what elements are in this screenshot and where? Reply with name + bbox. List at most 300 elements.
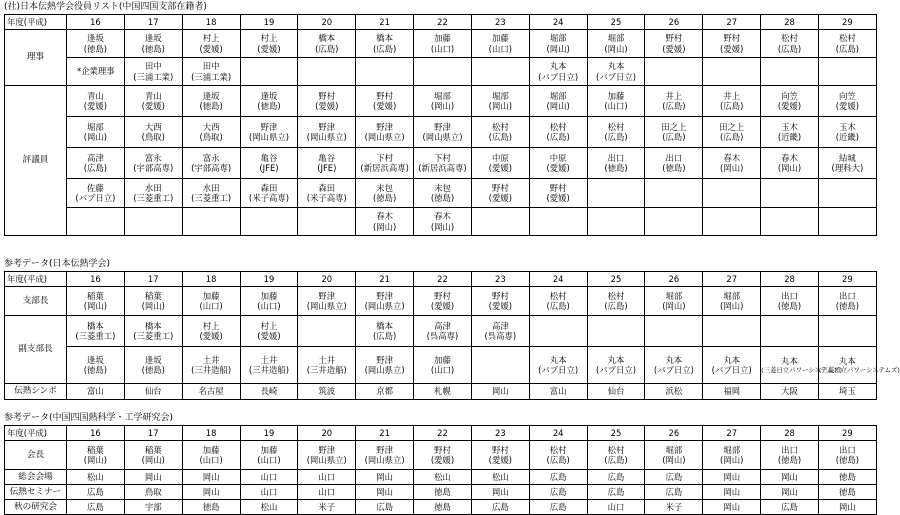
person-affiliation: (バブ日立) — [595, 365, 637, 375]
year-header-cell — [356, 426, 414, 441]
person-affiliation: (徳島) — [835, 455, 860, 465]
person-cell — [124, 441, 182, 470]
person-name: 堀部 — [87, 121, 104, 132]
person-name: 亀谷 — [318, 152, 336, 163]
person-cell — [703, 441, 761, 470]
person-affiliation: (三浦工業) — [133, 71, 174, 82]
year-header-cell — [298, 15, 356, 30]
person-name: 松村 — [781, 33, 798, 44]
person-affiliation: (バブ日立) — [653, 365, 694, 375]
person-affiliation: (米子高専) — [306, 193, 347, 203]
person-affiliation: (岡山) — [720, 301, 744, 311]
person-affiliation: (岡山) — [372, 221, 397, 232]
person-affiliation: (広島) — [835, 43, 860, 54]
person-cell — [471, 30, 529, 58]
person-name: 高津 — [434, 320, 451, 331]
person-cell — [818, 441, 876, 470]
person-affiliation: (鳥取) — [199, 132, 223, 142]
venue-name: 広島 — [549, 486, 567, 497]
person-cell — [645, 86, 703, 117]
person-cell — [124, 58, 182, 86]
person-affiliation: (広島) — [372, 43, 397, 54]
person-cell — [298, 86, 356, 117]
person-name: 野津 — [434, 121, 451, 132]
person-affiliation: (広島) — [662, 101, 686, 111]
venue-cell — [356, 470, 414, 485]
person-cell — [124, 347, 182, 384]
venue-cell — [761, 500, 819, 515]
venue-name: 広島 — [376, 501, 394, 512]
venue-name: 札幌 — [434, 386, 451, 397]
venue-cell — [124, 485, 182, 500]
year-value: 16 — [90, 427, 101, 438]
person-cell — [818, 117, 876, 148]
venue-cell — [182, 500, 240, 515]
year-header-cell — [471, 15, 529, 30]
person-cell — [471, 179, 529, 208]
person-cell — [356, 208, 414, 236]
venue-name: 徳島 — [434, 486, 451, 497]
person-affiliation: (広島) — [546, 301, 570, 311]
person-cell — [529, 117, 587, 148]
person-cell — [182, 316, 240, 347]
year-header-cell — [587, 15, 645, 30]
person-affiliation: (愛媛) — [199, 43, 223, 54]
person-name: 出口 — [839, 444, 856, 455]
person-cell — [818, 316, 876, 347]
person-name: 松村 — [607, 444, 625, 455]
person-name: 田中 — [144, 61, 162, 72]
person-cell — [761, 347, 843, 384]
person-cell — [124, 287, 182, 316]
year-header-cell — [67, 15, 125, 30]
person-cell — [645, 117, 703, 148]
person-affiliation: (岡山) — [488, 101, 512, 111]
person-cell — [761, 441, 819, 470]
person-affiliation: (愛媛) — [199, 331, 223, 341]
year-value: 29 — [842, 16, 853, 27]
person-name: 末包 — [434, 182, 451, 193]
person-cell — [124, 117, 182, 148]
person-cell — [761, 179, 819, 208]
person-cell — [298, 30, 356, 58]
venue-name: 広島 — [665, 471, 683, 482]
venue-name: 岡山 — [723, 471, 741, 482]
person-cell — [182, 86, 240, 117]
person-name: 富永 — [202, 152, 220, 163]
person-cell — [645, 148, 703, 179]
year-value: 20 — [321, 273, 333, 284]
venue-name: 岡山 — [781, 486, 798, 497]
year-header-text: 年度(平成) — [7, 427, 48, 438]
person-affiliation: (愛媛) — [546, 163, 570, 173]
person-cell — [471, 316, 529, 347]
person-name: 大西 — [144, 121, 162, 132]
venue-cell — [471, 485, 529, 500]
corporate-note-text: *企業理事 — [77, 66, 115, 77]
person-cell — [471, 208, 529, 236]
person-affiliation: (呉高専) — [426, 331, 459, 341]
person-name: 土井 — [318, 354, 336, 365]
person-name: 高津 — [87, 152, 104, 163]
person-affiliation: (山口) — [604, 101, 628, 111]
person-cell — [414, 441, 472, 470]
person-name: 野津 — [318, 121, 336, 132]
venue-cell — [298, 384, 356, 400]
person-name: 加藤 — [260, 444, 278, 455]
person-affiliation: (三井造船) — [306, 365, 347, 375]
person-affiliation: (岡山県立) — [364, 301, 405, 311]
row-label-seminar-text: 伝熱セミナー — [9, 486, 62, 497]
person-cell — [703, 58, 761, 86]
person-affiliation: (徳島) — [141, 365, 165, 375]
person-name: 丸本 — [549, 61, 567, 72]
person-cell — [298, 316, 356, 347]
person-affiliation: (岡山) — [546, 101, 570, 111]
person-affiliation: (新居浜高専) — [360, 163, 409, 173]
person-cell — [124, 86, 182, 117]
person-cell — [529, 441, 587, 470]
year-header-cell — [240, 272, 298, 287]
venue-name: 広島 — [665, 486, 683, 497]
person-affiliation: (鳥取) — [141, 132, 165, 142]
person-cell — [298, 347, 356, 384]
person-affiliation: (バブ日立) — [75, 193, 116, 203]
venue-cell — [298, 485, 356, 500]
person-cell — [298, 179, 356, 208]
venue-cell — [414, 500, 472, 515]
person-cell — [240, 86, 298, 117]
person-affiliation: (徳島) — [604, 163, 628, 173]
person-name: 堀部 — [723, 444, 741, 455]
venue-name: 京都 — [376, 386, 394, 397]
person-name: 加藤 — [202, 444, 220, 455]
person-name: 丸本 — [607, 61, 625, 72]
person-affiliation: (JFE) — [317, 163, 337, 173]
person-cell — [414, 86, 472, 117]
person-cell — [587, 86, 645, 117]
person-cell — [298, 441, 356, 470]
year-value: 21 — [379, 16, 390, 27]
person-name: 逢坂 — [144, 354, 162, 365]
person-cell — [818, 287, 876, 316]
venue-name: 松山 — [434, 471, 451, 482]
venue-name: 岡山 — [723, 501, 741, 512]
person-cell — [587, 441, 645, 470]
year-header-cell — [761, 426, 819, 441]
person-cell — [298, 117, 356, 148]
person-cell — [703, 347, 761, 384]
venue-name: 福岡 — [723, 386, 741, 397]
person-cell — [818, 30, 876, 58]
venue-cell — [703, 500, 761, 515]
person-name: 稲葉 — [87, 290, 104, 301]
person-affiliation: (徳島) — [199, 101, 223, 111]
person-cell — [240, 179, 298, 208]
year-value: 21 — [379, 427, 390, 438]
person-cell — [471, 287, 529, 316]
person-cell — [703, 208, 761, 236]
person-affiliation: (バブ日立) — [595, 71, 637, 82]
venue-name: 広島 — [549, 471, 567, 482]
person-cell — [414, 148, 472, 179]
person-affiliation: (山口) — [430, 43, 455, 54]
person-name: 加藤 — [260, 290, 278, 301]
venue-cell — [645, 470, 703, 485]
person-cell — [182, 148, 240, 179]
person-cell — [471, 148, 529, 179]
person-name: 野津 — [318, 290, 336, 301]
person-affiliation: (JFE) — [259, 163, 279, 173]
person-affiliation: (広島) — [83, 163, 108, 173]
person-name: 野津 — [318, 444, 336, 455]
person-cell — [356, 316, 414, 347]
person-name: 松村 — [549, 290, 567, 301]
person-affiliation: (岡山) — [430, 101, 455, 111]
person-affiliation: (岡山) — [604, 43, 628, 54]
year-header-cell — [182, 426, 240, 441]
row-label-hyogiin — [5, 86, 67, 236]
year-header-cell — [298, 426, 356, 441]
year-header-cell — [529, 426, 587, 441]
person-affiliation: (三菱日立パワーシステムズ) — [818, 366, 900, 375]
person-affiliation: (三井造船) — [191, 365, 232, 375]
person-affiliation: (徳島) — [257, 101, 281, 111]
person-name: 橋本 — [144, 320, 162, 331]
venue-cell — [67, 485, 125, 500]
person-affiliation: (愛媛) — [430, 301, 455, 311]
person-cell — [182, 179, 240, 208]
person-affiliation: (愛媛) — [546, 193, 570, 203]
person-name: 堀部 — [665, 290, 683, 301]
year-header-label — [5, 15, 67, 30]
person-affiliation: (愛媛) — [488, 193, 512, 203]
venue-cell — [67, 470, 125, 485]
venue-name: 徳島 — [839, 471, 856, 482]
year-header-text: 年度(平成) — [7, 273, 48, 284]
person-cell — [414, 179, 472, 208]
person-affiliation: (広島) — [604, 301, 628, 311]
person-name: 逢坂 — [144, 33, 162, 44]
person-name: 出口 — [665, 152, 683, 163]
venue-cell — [645, 384, 703, 400]
person-affiliation: (岡山県立) — [248, 132, 289, 142]
venue-name: 広島 — [491, 501, 509, 512]
venue-name: 岡山 — [491, 386, 509, 397]
year-value: 29 — [842, 427, 853, 438]
venue-name: 徳島 — [839, 486, 856, 497]
year-value: 27 — [726, 273, 738, 284]
year-header-cell — [703, 15, 761, 30]
person-affiliation: (広島) — [720, 132, 744, 142]
person-affiliation: (愛媛) — [720, 43, 744, 54]
row-label-riji-text: 理事 — [26, 52, 45, 63]
person-cell — [182, 347, 240, 384]
person-cell — [182, 58, 240, 86]
person-affiliation: (岡山) — [430, 221, 455, 232]
person-cell — [529, 347, 587, 384]
venue-cell — [298, 500, 356, 515]
person-name: 玉木 — [839, 121, 856, 132]
person-cell — [761, 117, 819, 148]
venue-name: 山口 — [318, 471, 336, 482]
person-name: 野津 — [376, 121, 394, 132]
person-affiliation: (広島) — [315, 43, 339, 54]
venue-name: 山口 — [318, 486, 336, 497]
person-name: 野津 — [260, 121, 278, 132]
year-header-cell — [67, 426, 125, 441]
person-cell — [703, 117, 761, 148]
person-name: 春木 — [781, 152, 798, 163]
person-affiliation: (理科大) — [831, 163, 864, 173]
person-affiliation: (岡山) — [777, 163, 802, 173]
person-cell — [645, 179, 703, 208]
person-cell — [529, 58, 587, 86]
venue-name: 山口 — [260, 471, 278, 482]
year-value: 22 — [437, 427, 448, 438]
person-cell — [761, 148, 819, 179]
person-cell — [529, 86, 587, 117]
person-cell — [414, 287, 472, 316]
person-name: 春木 — [434, 211, 451, 222]
person-cell — [471, 86, 529, 117]
section-title-officers: (社)日本伝熱学会役員リスト(中国四国支部在籍者) — [4, 2, 207, 12]
person-affiliation: (米子高専) — [248, 193, 289, 203]
person-affiliation: (広島) — [662, 132, 686, 142]
person-affiliation: (山口) — [257, 455, 281, 465]
person-cell — [240, 441, 298, 470]
person-affiliation: (岡山) — [546, 43, 570, 54]
venue-name: 広島 — [781, 501, 798, 512]
person-affiliation: (近畿) — [777, 132, 802, 142]
row-label-fukushibucho-text: 副支部長 — [18, 344, 53, 355]
year-value: 23 — [494, 427, 506, 438]
venue-cell — [529, 384, 587, 400]
row-label-sokai-text: 総会会場 — [18, 471, 53, 482]
venue-name: 岡山 — [376, 471, 394, 482]
person-affiliation: (岡山) — [720, 163, 744, 173]
person-cell — [703, 287, 761, 316]
person-affiliation: (呉高専) — [484, 331, 517, 341]
person-name: 出口 — [781, 444, 798, 455]
person-affiliation: (徳島) — [662, 163, 686, 173]
person-cell — [124, 316, 182, 347]
year-header-cell — [356, 272, 414, 287]
person-cell — [298, 148, 356, 179]
person-cell — [356, 179, 414, 208]
year-header-cell — [645, 272, 703, 287]
row-label-hyogiin-text: 評議員 — [22, 155, 49, 166]
venue-name: 岡山 — [723, 486, 741, 497]
person-cell — [703, 148, 761, 179]
row-label-seminar — [5, 485, 67, 500]
venue-name: 宇部 — [144, 501, 162, 512]
venue-name: 山口 — [607, 501, 625, 512]
person-cell — [471, 441, 529, 470]
person-name: 野津 — [376, 290, 394, 301]
person-cell — [414, 347, 472, 384]
person-name: 加藤 — [491, 33, 509, 44]
person-cell — [67, 30, 125, 58]
person-cell — [67, 316, 125, 347]
venue-name: 米子 — [318, 501, 336, 512]
person-name: 丸本 — [665, 354, 683, 365]
year-value: 17 — [147, 273, 159, 284]
person-name: 野津 — [376, 444, 394, 455]
year-value: 25 — [610, 427, 622, 438]
venue-cell — [240, 485, 298, 500]
row-label-fukushibucho — [5, 316, 67, 384]
person-name: 逢坂 — [202, 90, 220, 101]
person-cell — [645, 208, 703, 236]
person-name: 稲葉 — [144, 290, 162, 301]
year-header-cell — [471, 426, 529, 441]
person-affiliation: (岡山県立) — [364, 365, 405, 375]
person-affiliation: (三菱日立パワーシステムズ) — [761, 366, 843, 375]
person-name: 逢坂 — [260, 90, 278, 101]
person-name: 富永 — [144, 152, 162, 163]
person-name: 向笠 — [839, 90, 856, 101]
person-affiliation: (三菱重工) — [191, 193, 232, 203]
venue-cell — [818, 485, 876, 500]
venue-cell — [761, 485, 819, 500]
person-name: 加藤 — [434, 354, 451, 365]
person-affiliation: (バブ日立) — [711, 365, 752, 375]
person-cell — [587, 287, 645, 316]
person-affiliation: (広島) — [546, 455, 570, 465]
venue-name: 徳島 — [202, 501, 220, 512]
person-affiliation: (岡山県立) — [306, 132, 347, 142]
officers-table — [4, 14, 877, 236]
person-cell — [414, 208, 472, 236]
person-name: 丸本 — [607, 354, 625, 365]
person-name: 加藤 — [434, 33, 451, 44]
venue-name: 松山 — [260, 501, 278, 512]
person-name: 土井 — [202, 354, 220, 365]
person-cell — [298, 58, 356, 86]
venue-cell — [182, 384, 240, 400]
person-cell — [587, 316, 645, 347]
person-cell — [414, 58, 472, 86]
venue-cell — [818, 500, 876, 515]
society-table — [4, 271, 900, 400]
year-header-cell — [703, 426, 761, 441]
year-value: 29 — [842, 273, 853, 284]
person-cell — [67, 441, 125, 470]
person-name: 下村 — [434, 152, 451, 163]
person-cell — [587, 30, 645, 58]
person-affiliation: (山口) — [199, 455, 223, 465]
person-cell — [587, 148, 645, 179]
person-cell — [703, 86, 761, 117]
year-header-cell — [124, 15, 182, 30]
venue-cell — [414, 485, 472, 500]
person-name: 堀部 — [607, 33, 625, 44]
venue-name: 山口 — [260, 486, 278, 497]
person-cell — [818, 347, 900, 384]
person-name: 橋本 — [376, 320, 394, 331]
venue-name: 松山 — [87, 471, 104, 482]
venue-cell — [587, 500, 645, 515]
person-name: 出口 — [781, 290, 798, 301]
person-cell — [471, 117, 529, 148]
venue-name: 米子 — [665, 501, 683, 512]
person-name: 逢坂 — [87, 33, 104, 44]
person-affiliation: (広島) — [372, 331, 397, 341]
person-cell — [67, 347, 125, 384]
person-name: 水田 — [202, 182, 220, 193]
person-name: 野村 — [434, 290, 451, 301]
